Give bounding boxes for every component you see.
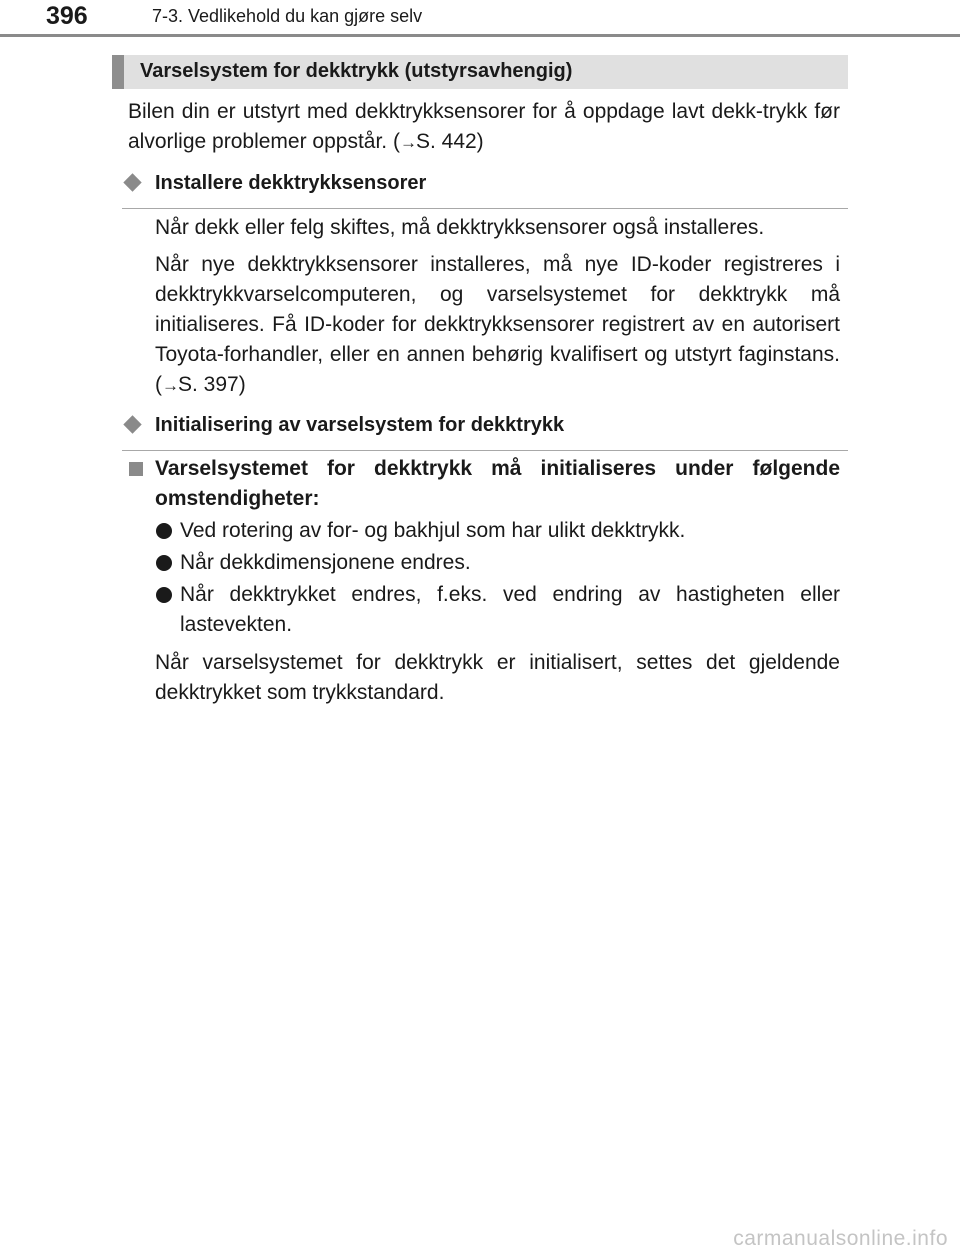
condition-bullet-2: Når dekkdimensjonene endres. xyxy=(180,551,471,574)
arrow-icon: → xyxy=(162,376,178,395)
round-bullet-icon xyxy=(156,587,172,603)
intro-reference[interactable]: S. 442) xyxy=(415,130,484,153)
square-bullet-icon xyxy=(129,462,143,476)
condition-heading: Varselsystemet for dekktrykk må initialiseres under følgende omstendigheter: xyxy=(155,457,840,510)
subsection-heading-install xyxy=(122,172,848,209)
intro-paragraph xyxy=(128,97,840,158)
section-title: Varselsystem for dekktrykk (utstyrsavhengig) xyxy=(140,60,573,82)
diamond-icon xyxy=(123,415,141,433)
subsection-heading-text: Installere dekktrykksensorer xyxy=(155,172,427,194)
closing-paragraph: Når varselsystemet for dekktrykk er initialisert, settes det gjeldende dekktrykket som trykkstandard. xyxy=(155,651,840,704)
round-bullet-icon xyxy=(156,555,172,571)
header-rule xyxy=(0,34,960,37)
install-reference[interactable]: S. 397) xyxy=(178,373,246,396)
watermark: carmanualsonline.info xyxy=(733,1227,948,1250)
arrow-icon: → xyxy=(399,133,416,152)
install-paragraph-1: Når dekk eller felg skiftes, må dekktrykksensorer også installeres. xyxy=(155,216,765,239)
round-bullet-icon xyxy=(156,523,172,539)
subsection-heading-text: Initialisering av varselsystem for dekktrykk xyxy=(155,414,565,436)
subsection-heading-initialize xyxy=(122,414,848,451)
diamond-icon xyxy=(123,173,141,191)
section-title-banner xyxy=(112,55,848,89)
install-paragraph-2-text: Når nye dekktrykksensorer installeres, må nye ID-koder registreres i dekktrykkvarselcomputeren, og varselsystemet for dekktrykk må initialiseres. Få ID-koder for dekktrykksensorer registrert av en autorisert Toyota-forhandler, eller en annen behørig kvalifisert og utstyrt faginstans. ( xyxy=(155,253,840,396)
install-paragraph-2 xyxy=(155,250,840,401)
condition-bullet-3: Når dekktrykket endres, f.eks. ved endring av hastigheten eller lastevekten. xyxy=(180,583,840,636)
condition-bullet-1: Ved rotering av for- og bakhjul som har ulikt dekktrykk. xyxy=(180,519,686,542)
intro-text: Bilen din er utstyrt med dekktrykksensorer for å oppdage lavt dekk-trykk før alvorlige problemer oppstår. ( xyxy=(128,100,840,153)
chapter-title: 7-3. Vedlikehold du kan gjøre selv xyxy=(152,6,423,26)
page-number: 396 xyxy=(46,2,88,30)
